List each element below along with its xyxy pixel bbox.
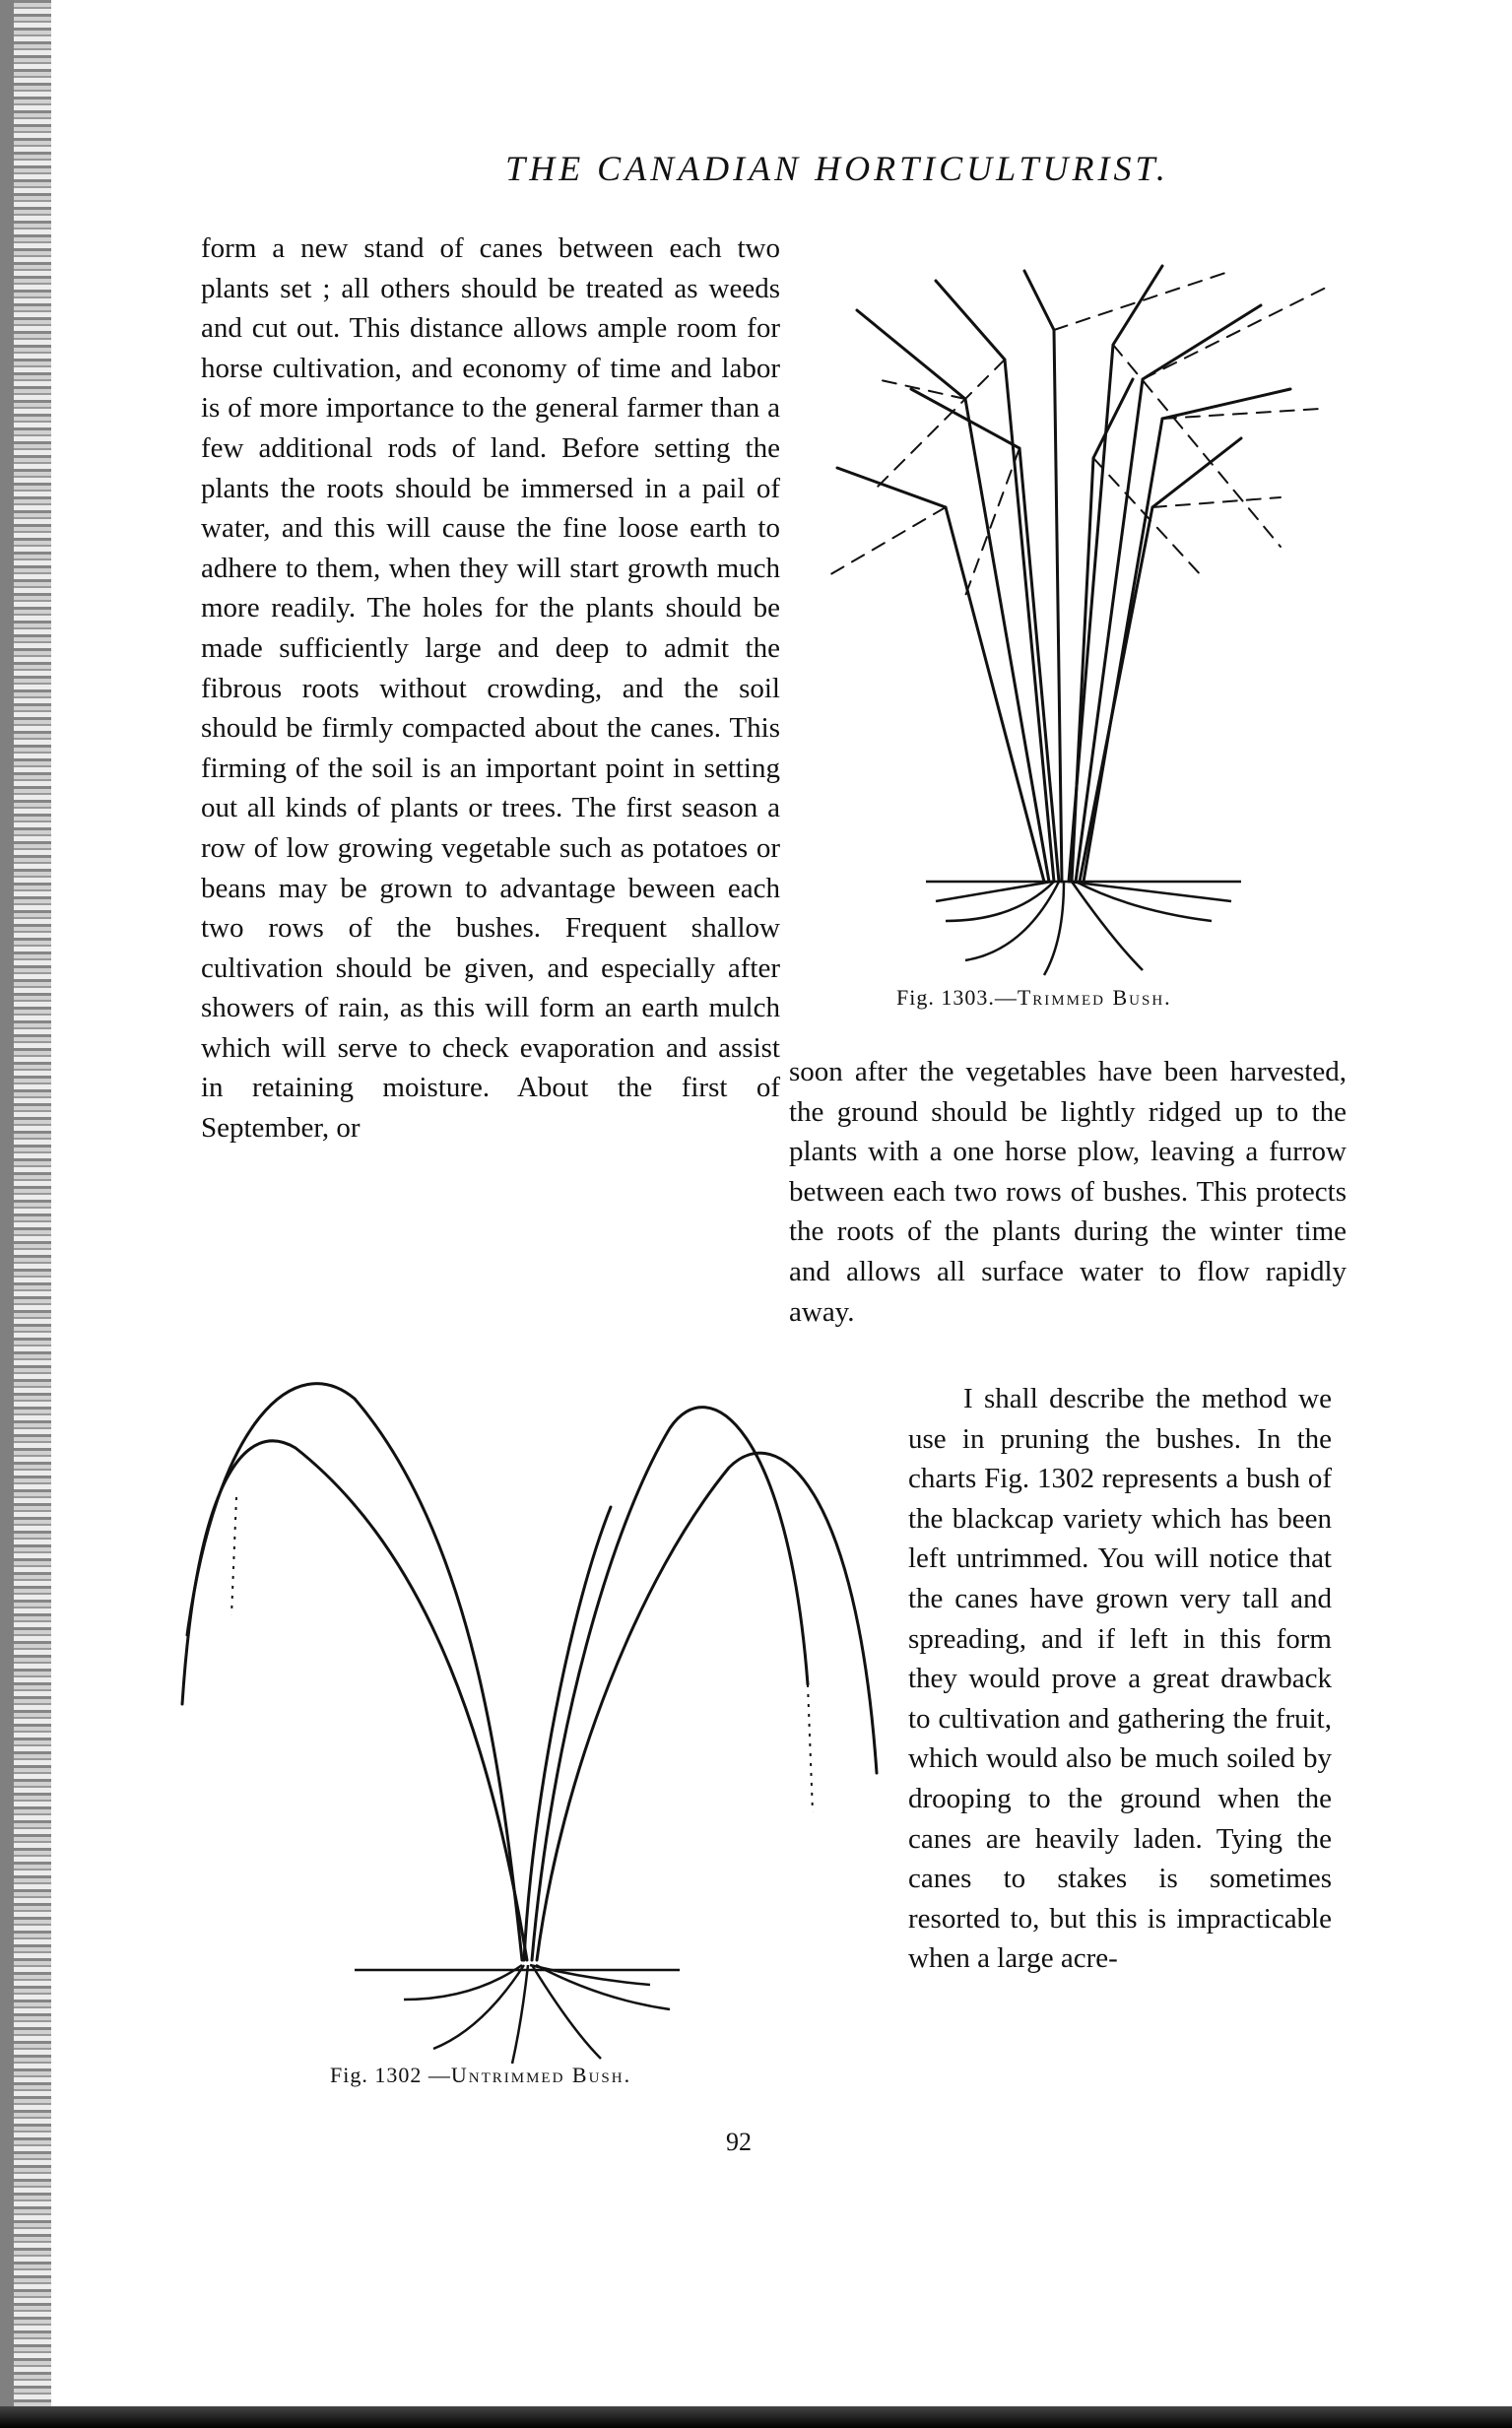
fig-1303-title: Trimmed Bush. [1017,985,1172,1010]
trimmed-bush-figure [818,251,1349,980]
fig-1302-caption [330,2063,744,2088]
fig-1302-number: Fig. 1302 — [330,2063,451,2087]
page-binding-edge [0,0,51,2428]
fig-1303-number: Fig. 1303.— [896,985,1018,1010]
untrimmed-bush-figure [177,1359,906,2068]
page-bottom-edge [0,2406,1512,2428]
left-column-text: form a new stand of canes between each two plants set ; all others should be treated as weeds and cut out. This distance allows ample room for horse cultivation, and economy of time and labor is of more importance to the general farmer than a few additional rods of land. Before setting the plants the roots should be immersed in a pail of water, and this will cause the fine loose earth to adhere to them, when they will start growth much more readily. The holes for the plants should be made sufficiently large and deep to admit the fibrous roots without crowding, and the soil should be firmly compacted about the canes. This firming of the soil is an important point in setting out all kinds of plants or trees. The first season a row of low growing vegetable such as potatoes or beans may be grown to advantage beween each two rows of the bushes. Frequent shallow cultivation should be given, and especially after showers of rain, as this will form an earth mulch which will serve to check evaporation and assist in retaining moisture. About the first of September, or [201,232,780,1145]
right-column-text: soon after the vegetables have been harvested, the ground should be lightly ridged up to the plants with a one horse plow, leaving a furrow between each two rows of bushes. This protects the roots of the plants during the winter time and allows all surface water to flow rapidly away. [789,1056,1347,1328]
running-header: THE CANADIAN HORTICULTURIST. [505,149,1169,188]
page-number: 92 [726,2128,752,2156]
fig-1302-title: Untrimmed Bush. [450,2063,632,2087]
narrow-column-text: I shall describe the method we use in pruning the bushes. In the charts Fig. 1302 represents a bush of the blackcap variety which has been left untrimmed. You will notice that the canes have grown very tall and spreading, and if left in this form they would prove a great drawback to cultivation and gathering the fruit, which would also be much soiled by drooping to the ground when the canes are heavily laden. Tying the canes to stakes is sometimes resorted to, but this is impracticable when a large acre- [908,1383,1332,1975]
fig-1303-caption [896,985,1290,1011]
